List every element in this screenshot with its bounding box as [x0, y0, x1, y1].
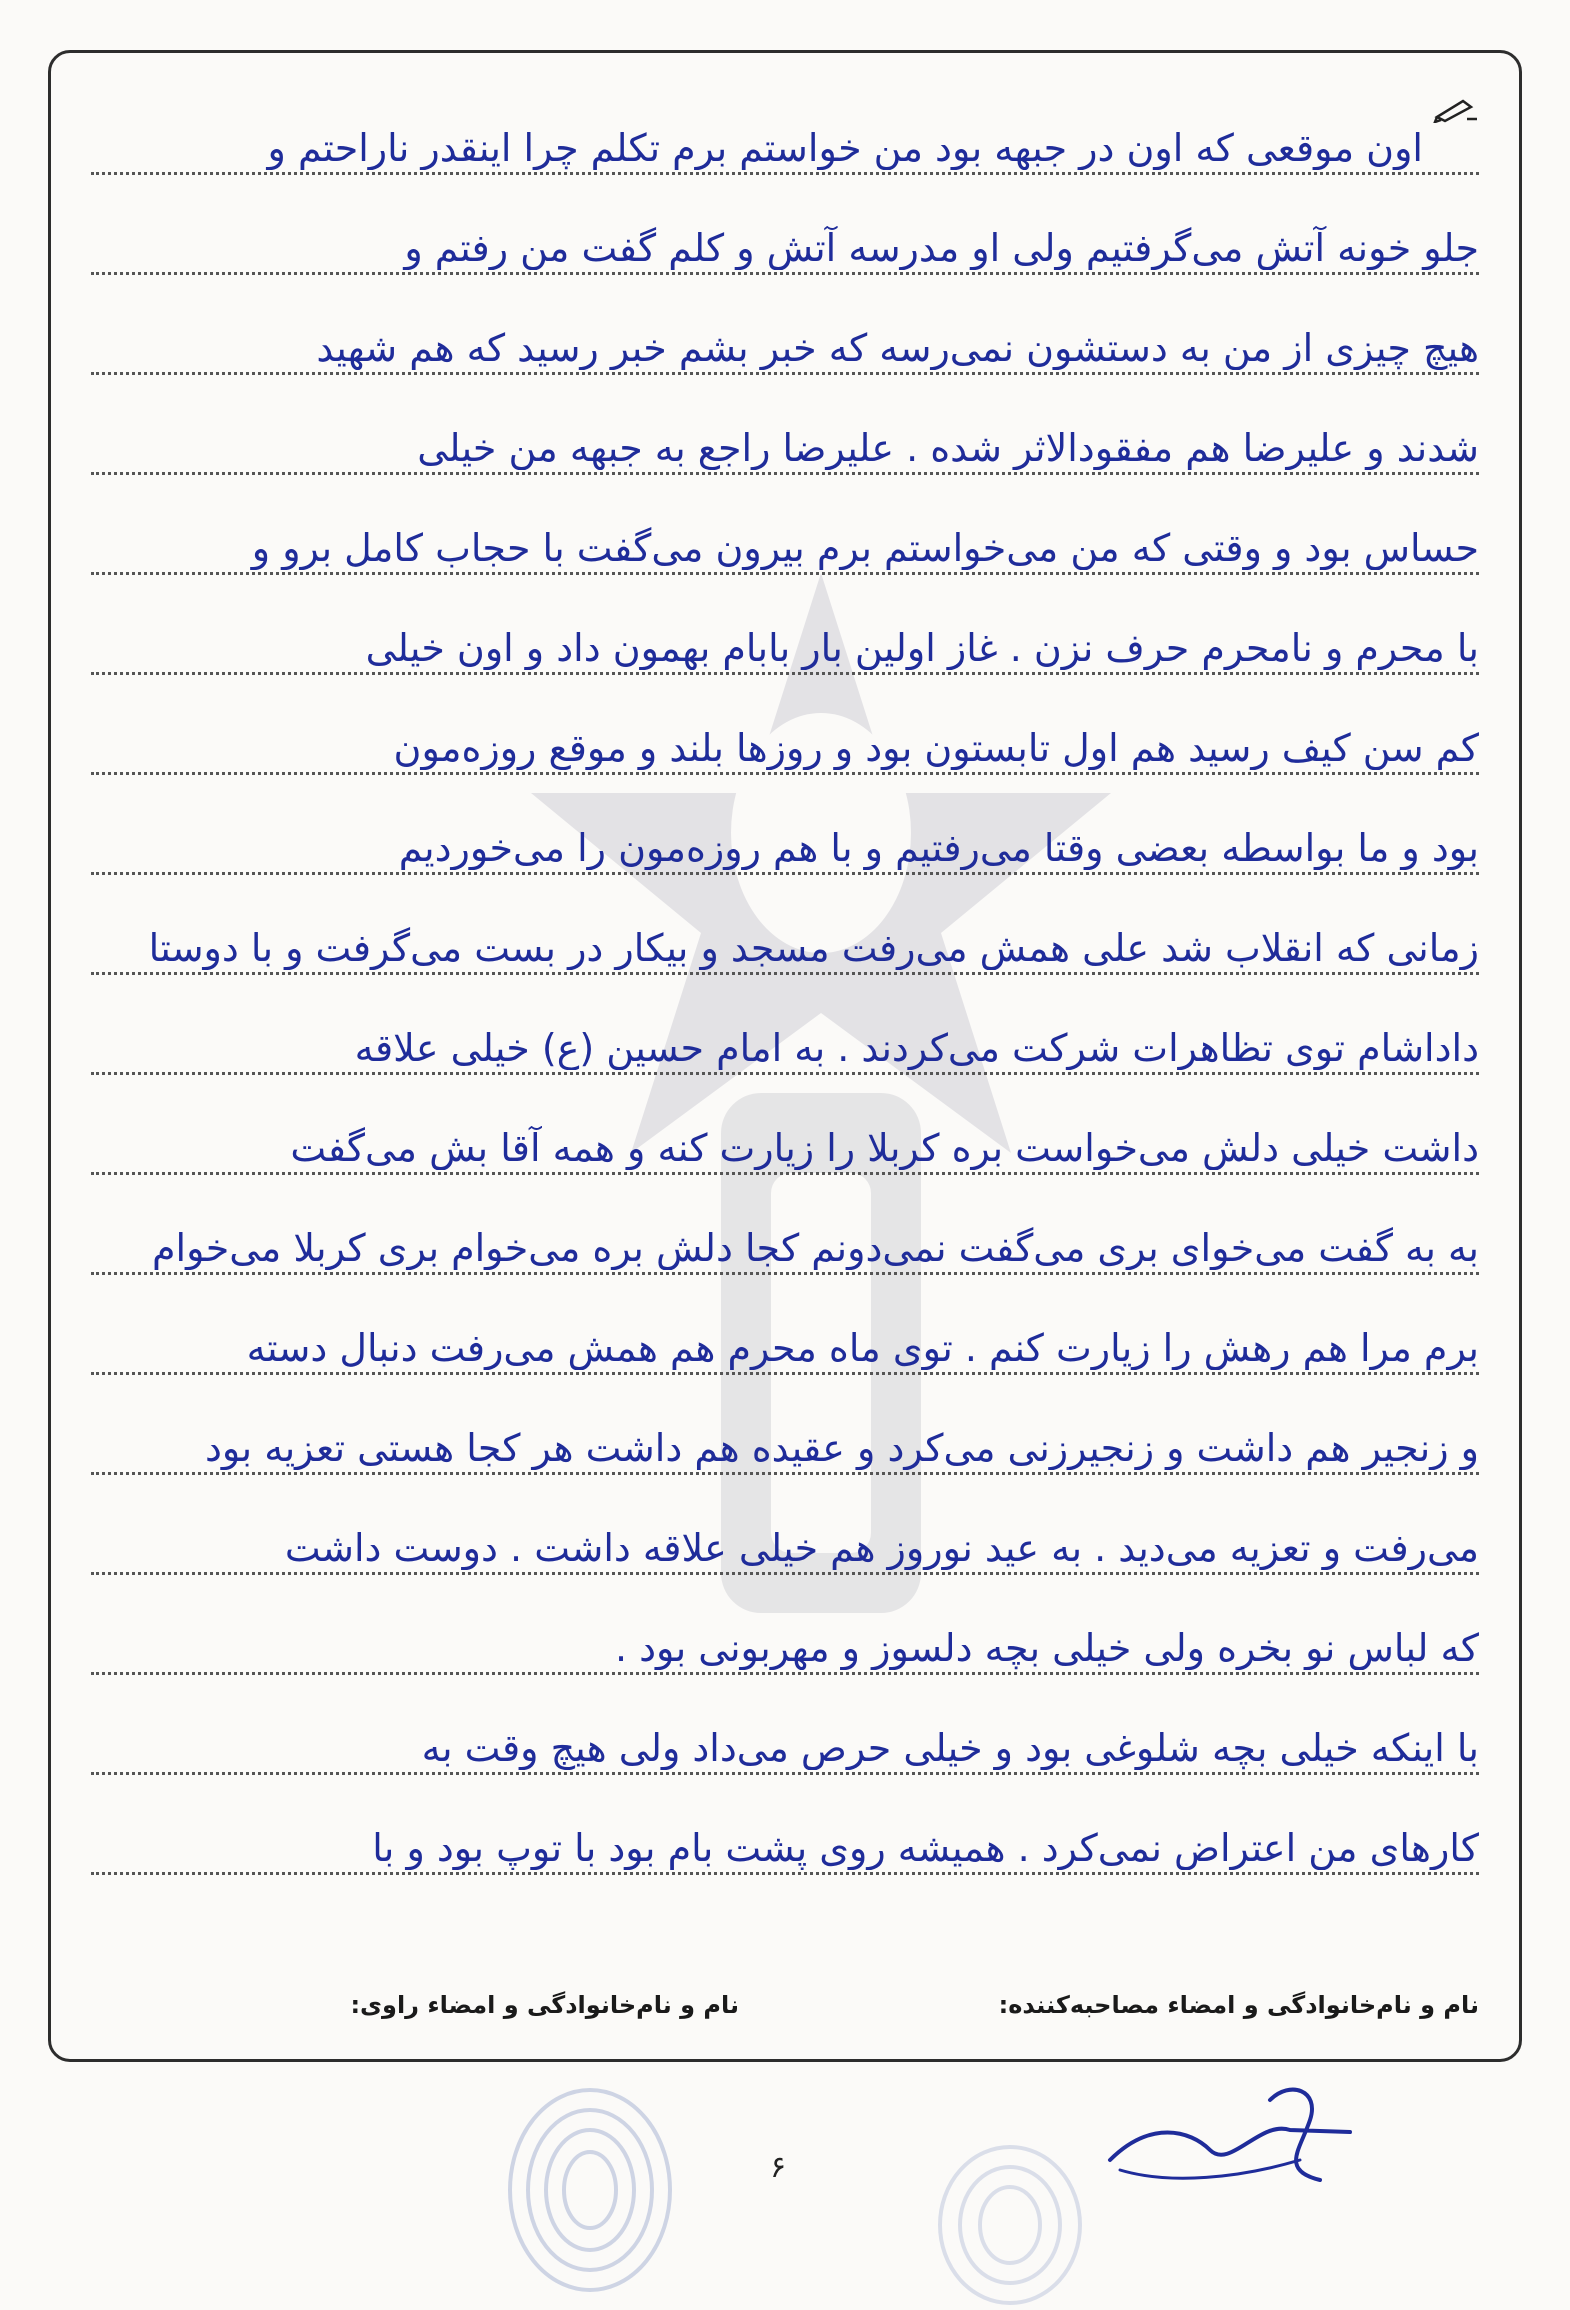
handwritten-text: با اینکه خیلی بچه شلوغی بود و خیلی حرص می‌داد ولی هیچ وقت به: [421, 1726, 1479, 1770]
transcript-line: [91, 475, 1479, 575]
handwritten-text: و زنجیر هم داشت و زنجیرزنی می‌کرد و عقیده هم داشت هر کجا هستی تعزیه بود: [204, 1426, 1479, 1470]
handwritten-text: کم سن کیف رسید هم اول تابستون بود و روزها بلند و موقع روزه‌مون: [393, 726, 1479, 770]
handwritten-text: هیچ چیزی از من به دستشون نمی‌رسه که خبر بشم خبر رسید که هم شهید: [316, 326, 1479, 370]
signature-labels: [91, 1991, 1479, 2031]
handwritten-text: که لباس نو بخره ولی خیلی بچه دلسوز و مهربونی بود .: [614, 1626, 1479, 1670]
handwritten-text: می‌رفت و تعزیه می‌دید . به عید نوروز هم خیلی علاقه داشت . دوست داشت: [284, 1526, 1479, 1570]
handwritten-text: شدند و علیرضا هم مفقودالاثر شده . علیرضا راجع به جبهه من خیلی: [417, 426, 1479, 470]
transcript-lines: [91, 75, 1479, 1875]
transcript-line: [91, 1275, 1479, 1375]
fingerprint-stamp: [500, 2080, 680, 2300]
handwritten-text: برم مرا هم رهش را زیارت کنم . توی ماه محرم هم همش می‌رفت دنبال دسته: [246, 1326, 1479, 1370]
narrator-signature-label: نام و نام‌خانوادگی و امضاء راوی:: [350, 1991, 739, 2019]
transcript-line: [91, 775, 1479, 875]
handwritten-text: حساس بود و وقتی که من می‌خواستم برم بیرون می‌گفت با حجاب کامل برو و: [251, 526, 1479, 570]
transcript-line: [91, 1375, 1479, 1475]
handwritten-text: داشت خیلی دلش می‌خواست بره کربلا را زیارت کنه و همه آقا بش می‌گفت: [290, 1126, 1479, 1170]
transcript-line: [91, 1675, 1479, 1775]
transcript-line: [91, 675, 1479, 775]
fingerprint-stamp: [930, 2140, 1090, 2310]
transcript-line: [91, 975, 1479, 1075]
page-number: ۶: [770, 2150, 787, 2185]
handwritten-text: جلو خونه آتش می‌گرفتیم ولی او مدرسه آتش و کلم گفت من رفتم و: [404, 226, 1479, 270]
transcript-line: [91, 1175, 1479, 1275]
handwritten-text: اون موقعی که اون در جبهه بود من خواستم برم تکلم چرا اینقدر ناراحتم و: [267, 126, 1423, 170]
transcript-line: [91, 375, 1479, 475]
signature: [1090, 2060, 1390, 2200]
handwritten-text: بود و ما بواسطه بعضی وقتا می‌رفتیم و با هم روزه‌مون را می‌خوردیم: [398, 826, 1479, 870]
handwritten-text: زمانی که انقلاب شد علی همش می‌رفت مسجد و بیکار در بست می‌گرفت و با دوستا: [148, 926, 1479, 970]
transcript-line: [91, 1475, 1479, 1575]
transcript-line: [91, 1575, 1479, 1675]
transcript-line: [91, 1775, 1479, 1875]
transcript-line: [91, 175, 1479, 275]
handwritten-text: به به گفت می‌خوای بری می‌گفت نمی‌دونم کجا دلش بره می‌خوام بری کربلا می‌خوام: [152, 1226, 1479, 1270]
transcript-line: [91, 1075, 1479, 1175]
interviewer-signature-label: نام و نام‌خانوادگی و امضاء مصاحبه‌کننده:: [998, 1991, 1479, 2019]
transcript-frame: [48, 50, 1522, 2062]
handwritten-text: داداشام توی تظاهرات شرکت می‌کردند . به امام حسین (ع) خیلی علاقه: [354, 1026, 1479, 1070]
transcript-line: [91, 275, 1479, 375]
transcript-line: [91, 875, 1479, 975]
transcript-line: [91, 75, 1479, 175]
handwritten-text: کارهای من اعتراض نمی‌کرد . همیشه روی پشت بام بود با توپ بود و با: [372, 1826, 1479, 1870]
transcript-line: [91, 575, 1479, 675]
handwritten-text: با محرم و نامحرم حرف نزن . غاز اولین بار بابام بهمون داد و اون خیلی: [365, 626, 1479, 670]
